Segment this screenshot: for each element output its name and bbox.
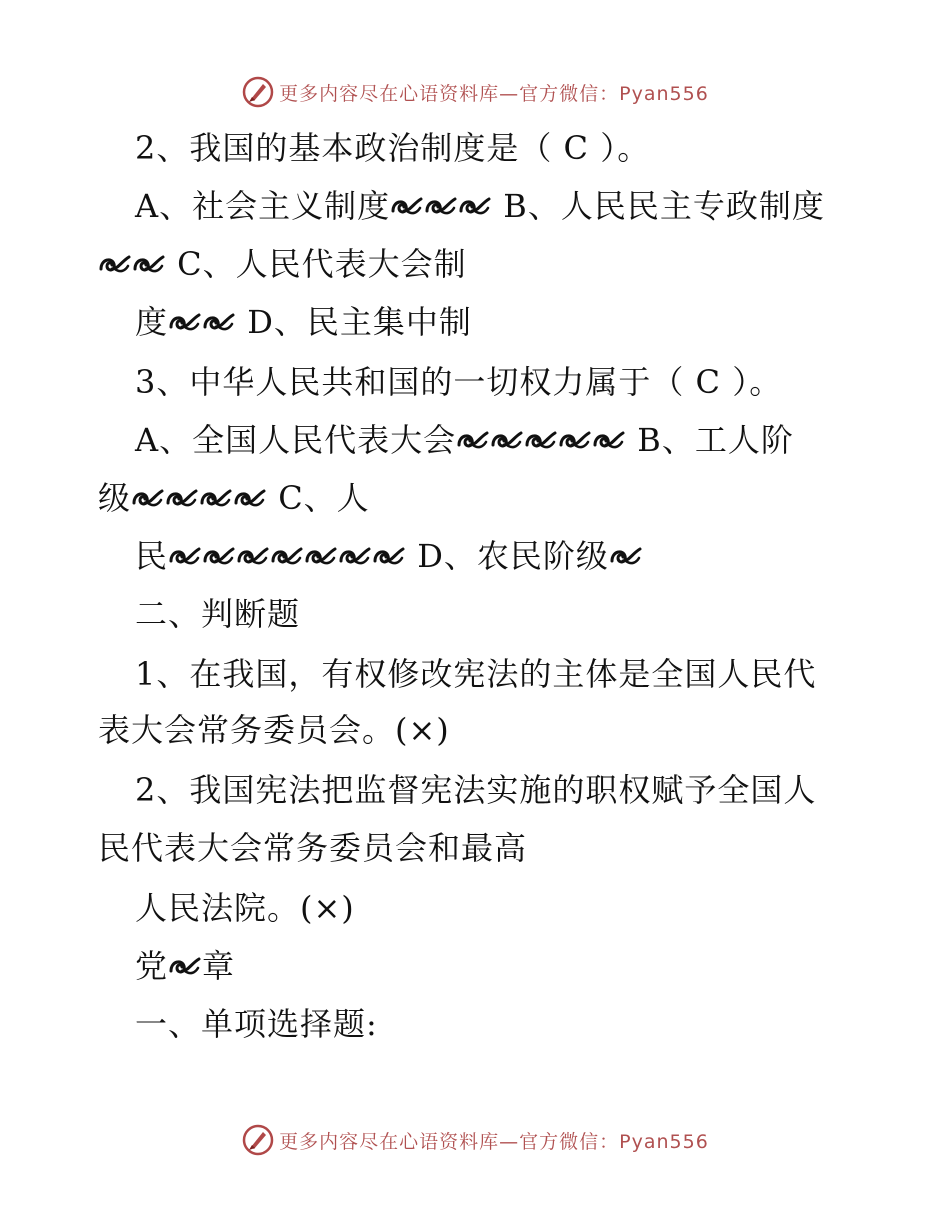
judgement-2-line-1 <box>135 770 816 810</box>
header-banner <box>0 72 950 112</box>
header-text: 更多内容尽在心语资料库—官方微信：Pyan556 <box>279 82 709 105</box>
footer-banner <box>0 1120 950 1160</box>
judgement-2-line-3 <box>135 888 355 928</box>
question-2-text: 2、我国的基本政治制度是（ C ）。 <box>135 129 651 167</box>
option-d-text: D、农民阶级 <box>406 537 609 575</box>
option-c-continuation: 民 <box>135 537 169 575</box>
curl-ornament-icon <box>168 543 406 569</box>
option-a-text: A、社会主义制度 <box>135 187 391 225</box>
curl-ornament-icon <box>609 543 643 569</box>
curl-ornament-icon <box>168 953 202 979</box>
option-b-text: B、工人阶 <box>626 421 794 459</box>
section-heading-judgement <box>135 594 300 634</box>
footer-text: 更多内容尽在心语资料库—官方微信：Pyan556 <box>279 1130 709 1153</box>
judgement-2-continuation-2: 人民法院。(×) <box>135 889 355 927</box>
curl-ornament-icon <box>390 193 492 219</box>
party-constitution-heading <box>135 946 235 986</box>
option-d-text: D、民主集中制 <box>236 303 472 341</box>
section-2-title: 二、判断题 <box>135 595 301 633</box>
option-c-continuation: 度 <box>135 303 169 341</box>
question-2-option-c <box>98 244 467 284</box>
judgement-1-line-2 <box>98 710 450 750</box>
question-2-option-d <box>135 302 472 342</box>
judgement-2-line-2 <box>98 828 527 868</box>
judgement-1-text: 1、在我国，有权修改宪法的主体是全国人民代 <box>135 655 817 693</box>
question-2 <box>135 128 650 168</box>
question-3-options-ab <box>135 420 794 460</box>
pen-logo-icon <box>241 1123 275 1157</box>
judgement-2-continuation: 民代表大会常务委员会和最高 <box>98 829 528 867</box>
curl-ornament-icon <box>131 485 267 511</box>
pen-logo-icon <box>241 75 275 109</box>
party-heading-part-1: 党 <box>135 947 169 985</box>
question-3-option-c <box>98 478 370 518</box>
judgement-1-continuation: 表大会常务委员会。(×) <box>98 711 450 749</box>
section-heading-single-choice <box>135 1004 378 1044</box>
curl-ornament-icon <box>168 309 236 335</box>
judgement-1-line-1 <box>135 654 816 694</box>
question-2-options-ab <box>135 186 825 226</box>
section-1-title: 一、单项选择题: <box>135 1005 378 1043</box>
option-c-text: C、人民代表大会制 <box>166 245 467 283</box>
option-c-text: C、人 <box>267 479 370 517</box>
question-3 <box>135 362 782 402</box>
curl-ornament-icon <box>456 427 626 453</box>
option-a-text: A、全国人民代表大会 <box>135 421 457 459</box>
question-3-text: 3、中华人民共和国的一切权力属于（ C ）。 <box>135 363 783 401</box>
option-b-continuation: 级 <box>98 479 132 517</box>
question-3-option-d <box>135 536 643 576</box>
curl-ornament-icon <box>98 251 166 277</box>
judgement-2-text: 2、我国宪法把监督宪法实施的职权赋予全国人 <box>135 771 817 809</box>
option-b-text: B、人民民主专政制度 <box>492 187 825 225</box>
party-heading-part-2: 章 <box>202 947 236 985</box>
